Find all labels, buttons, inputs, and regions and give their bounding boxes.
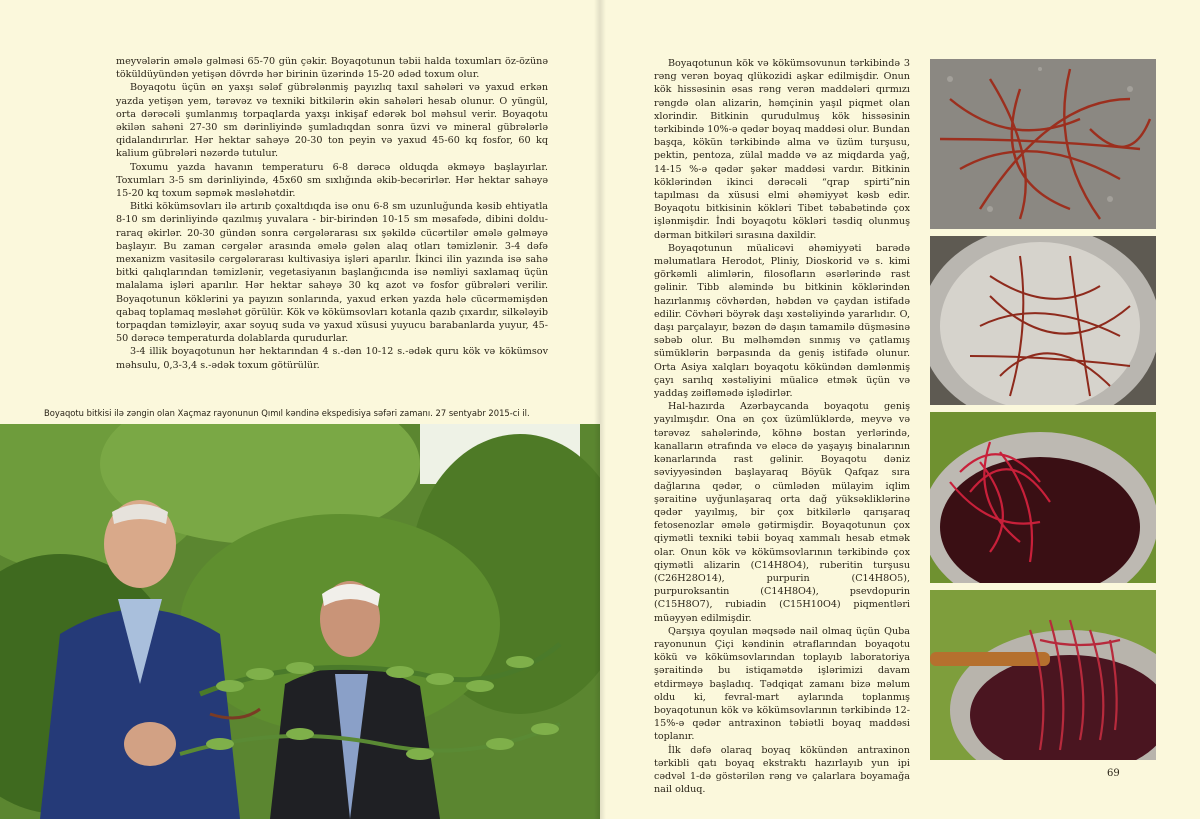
roots-in-bowl-illustration — [930, 236, 1156, 405]
right-text-column — [654, 57, 910, 796]
roots-on-gravel-photo — [930, 59, 1156, 229]
paragraph: Boyaqotu üçün ən yaxşı sələf gübrələnmiş payızlıq taxıl sahələri və yaxud erkən yazda yetişən yem, tərəvəz və texniki bitkilərin əkin sahələri hesab olunur. O yüngül, orta dərəcəli şumlanmış torpaqlarda yaxşı inkişaf edərək bol məhsul verir. Boyaqotu əkilən sahəni 27-30 sm dərinliyində şumladıqdan sonra üzvi və mineral gübrələrlə qidalandırırlar. Hər hektar sahəyə 20-30 ton peyin və yaxud 45-60 kq fosfor, 60 kq kalium gübrələri nəzərdə tutulur. — [116, 82, 548, 160]
red-wool-in-pot-photo — [930, 412, 1156, 583]
photo-caption: Boyaqotu bitkisi ilə zəngin olan Xaçmaz rayonunun Qımıl kəndinə ekspedisiya səfəri zamanı. 27 sentyabr 2015-ci il. — [44, 408, 530, 418]
paragraph: 3-4 illik boyaqotunun hər hektarından 4 s.-dən 10-12 s.-ədək quru kök və kökümsov məhsulu, 0,3-3,4 s.-ədək toxum götürülür. — [116, 346, 548, 371]
paragraph: Toxumu yazda havanın temperaturu 6-8 dərəcə olduqda əkməyə başlayırlar. Toxumları 3-5 sm dərinliyində, 45x60 sm sıxlığında əkib-becərirlər. Hər hektar sahəyə 15-20 kq toxum səpmək məsləhətdir. — [116, 161, 548, 200]
paragraph: İlk dəfə olaraq boyaq kökündən antraxinon tərkibli qatı boyaq ekstraktı hazırlayıb yun ipi cədvəl 1-də göstərilən rəng və çalarlara boyamağa nail olduq. — [654, 744, 910, 796]
right-page — [600, 0, 1200, 819]
red-wool-in-pot-illustration — [930, 412, 1156, 583]
left-text-column — [116, 55, 548, 372]
wool-on-spoon-illustration — [930, 590, 1156, 760]
paragraph: Boyaqotunun müalicəvi əhəmiyyəti barədə məlumatlara Herodot, Pliniy, Dioskorid və s. kimi görkəmli alimlərin, filosofların əsərlərində rast gəlinir. Tibb aləmində bu bitkinin köklərindən hazırlanmış cövhərdən, həbdən və çaydan istifadə edilir. Cövhəri böyrək daşı xəstəliyində yararlıdır. O, daşı parçalayır, bəzən də daşın tamamilə düşməsinə səbəb olur. Bu məlhəmdən sınmış və çatlamış sümüklərin bərpasında da geniş istifadə olunur. Orta Asiya xalqları boyaqotu kökündən dəmlənmiş çayı sarılıq xəstəliyini müalicə etmək üçün və yaddaş zəifləmədə işlədirlər. — [654, 242, 910, 400]
expedition-photo — [0, 424, 600, 819]
roots-on-gravel-illustration — [930, 59, 1156, 229]
paragraph: Bitki kökümsovları ilə artırıb çoxaltdıqda isə onu 6-8 sm uzunluğunda kəsib ehtiyatla 8-10 sm dərinliyində qazılmış yuvalara - bir-birindən 10-15 sm məsafədə, dibini dolduraraq əkirlər. 20-30 gündən sonra cərgələrarası sıx şəkildə cücərtilər əmələ gəlməyə başlayır. Bu zaman cərgələr arasında əmələ gələn alaq otları təmizlənir. 3-4 dəfə mexanizm vasitəsilə cərgələrarası kultivasiya işləri aparılır. İkinci ilin yazında isə sahə bitki qalıqlarından təmizlənir, vegetasiyanın başlanğıcında isə nəmliyi saxlamaq üçün malalama işləri aparılır. Hər hektar sahəyə 30 kq azot və fosfor gübrələri verilir. Boyaqotunun köklərini ya payızın sonlarında, yaxud erkən yazda hələ cücərməmişdən qabaq toplamaq məsləhət görülür. Kök və kökümsovları kotanla qazıb çıxardır, silkələyib torpaqdan təmizləyir, axar soyuq suda və yaxud xüsusi yuyucu barabanlarda yuyur, 45-50 dərəcə temperaturda dolablarda qurudurlar. — [116, 201, 548, 345]
roots-in-bowl-photo — [930, 236, 1156, 405]
paragraph: Hal-hazırda Azərbaycanda boyaqotu geniş yayılmışdır. Ona ən çox üzümlüklərdə, meyvə və tərəvəz sahələrində, köhnə bostan yerlərində, kanalların ətrafında və eləcə də yaşayış binalarının kənarlarında rast gəlinir. Boyaqotu dəniz səviyyəsindən başlayaraq Böyük Qafqaz sıra dağlarına qədər, o cümlədən mülayim iqlim şəraitinə uyğunlaşaraq orta dağ yüksəkliklərinə qədər yayılmış, bir çox bitkilərlə qarışaraq fetosenozlar əmələ gətirmişdir. Boyaqotunun çox qiymətli texniki təbii boyaq xammalı hesab etmək olar. Onun kök və kökümsovlarının tərkibində çox qiymətli alizarin (C14H8O4), ruberitin turşusu (C26H28O14), purpurin (C14H8O5), purpuroksantin (C14H8O4), psevdopurin (C15H8O7), rubiadin (C15H10O4) piqmentləri müəyyən edilmişdir. — [654, 401, 910, 624]
paragraph: meyvələrin əmələ gəlməsi 65-70 gün çəkir. Boyaqotunun təbii halda toxumları öz-özünə töküldüyündən yetişən dövrdə hər birinin üzərində 15-20 ədəd toxum olur. — [116, 56, 548, 81]
page-number: 69 — [1107, 768, 1120, 779]
paragraph: Boyaqotunun kök və kökümsovunun tərkibində 3 rəng verən boyaq qlükozidi aşkar edilmişdir. Onun kök hissəsinin əsas rəng verən maddələri qırmızı rəngdə olan alizarin, həmçinin yaşıl piqmet olan xlorindir. Bitkinin qurudulmuş kök hissəsinin tərkibində 10%-ə qədər boyaq maddəsi olur. Bundan başqa, kökün tərkibində alma və üzüm turşusu, pektin, pentoza, zülal maddə və az miqdarda yağ, 14-15 %-ə qədər şəkər maddəsi vardır. Bitkinin köklərindən ikinci dərəcəli “qrap spirti”nin tapılması da xüsusi elmi əhəmiyyət kəsb edir. Boyaqotu bitkisinin kökləri Tibet təbabətində çox işlənmişdir. İndi boyaqotu kökləri təsdiq olunmuş dərman bitkiləri sırasına daxildir. — [654, 58, 910, 241]
wool-on-spoon-photo — [930, 590, 1156, 760]
expedition-photo-illustration — [0, 424, 600, 819]
paragraph: Qarşıya qoyulan məqsədə nail olmaq üçün Quba rayonunun Çiçi kəndinin ətraflarından boyaqotu kökü və kökümsovlarından toplayıb laboratoriya şəraitində bu istiqamətdə işlərimizi davam etdirməyə başladıq. Tədqiqat zamanı bizə məlum oldu ki, fevral-mart aylarında toplanmış boyaqotunun kök və kökümsovlarının tərkibində 12-15%-ə qədər antraxinon təbiətli boyaq maddəsi toplanır. — [654, 625, 910, 743]
